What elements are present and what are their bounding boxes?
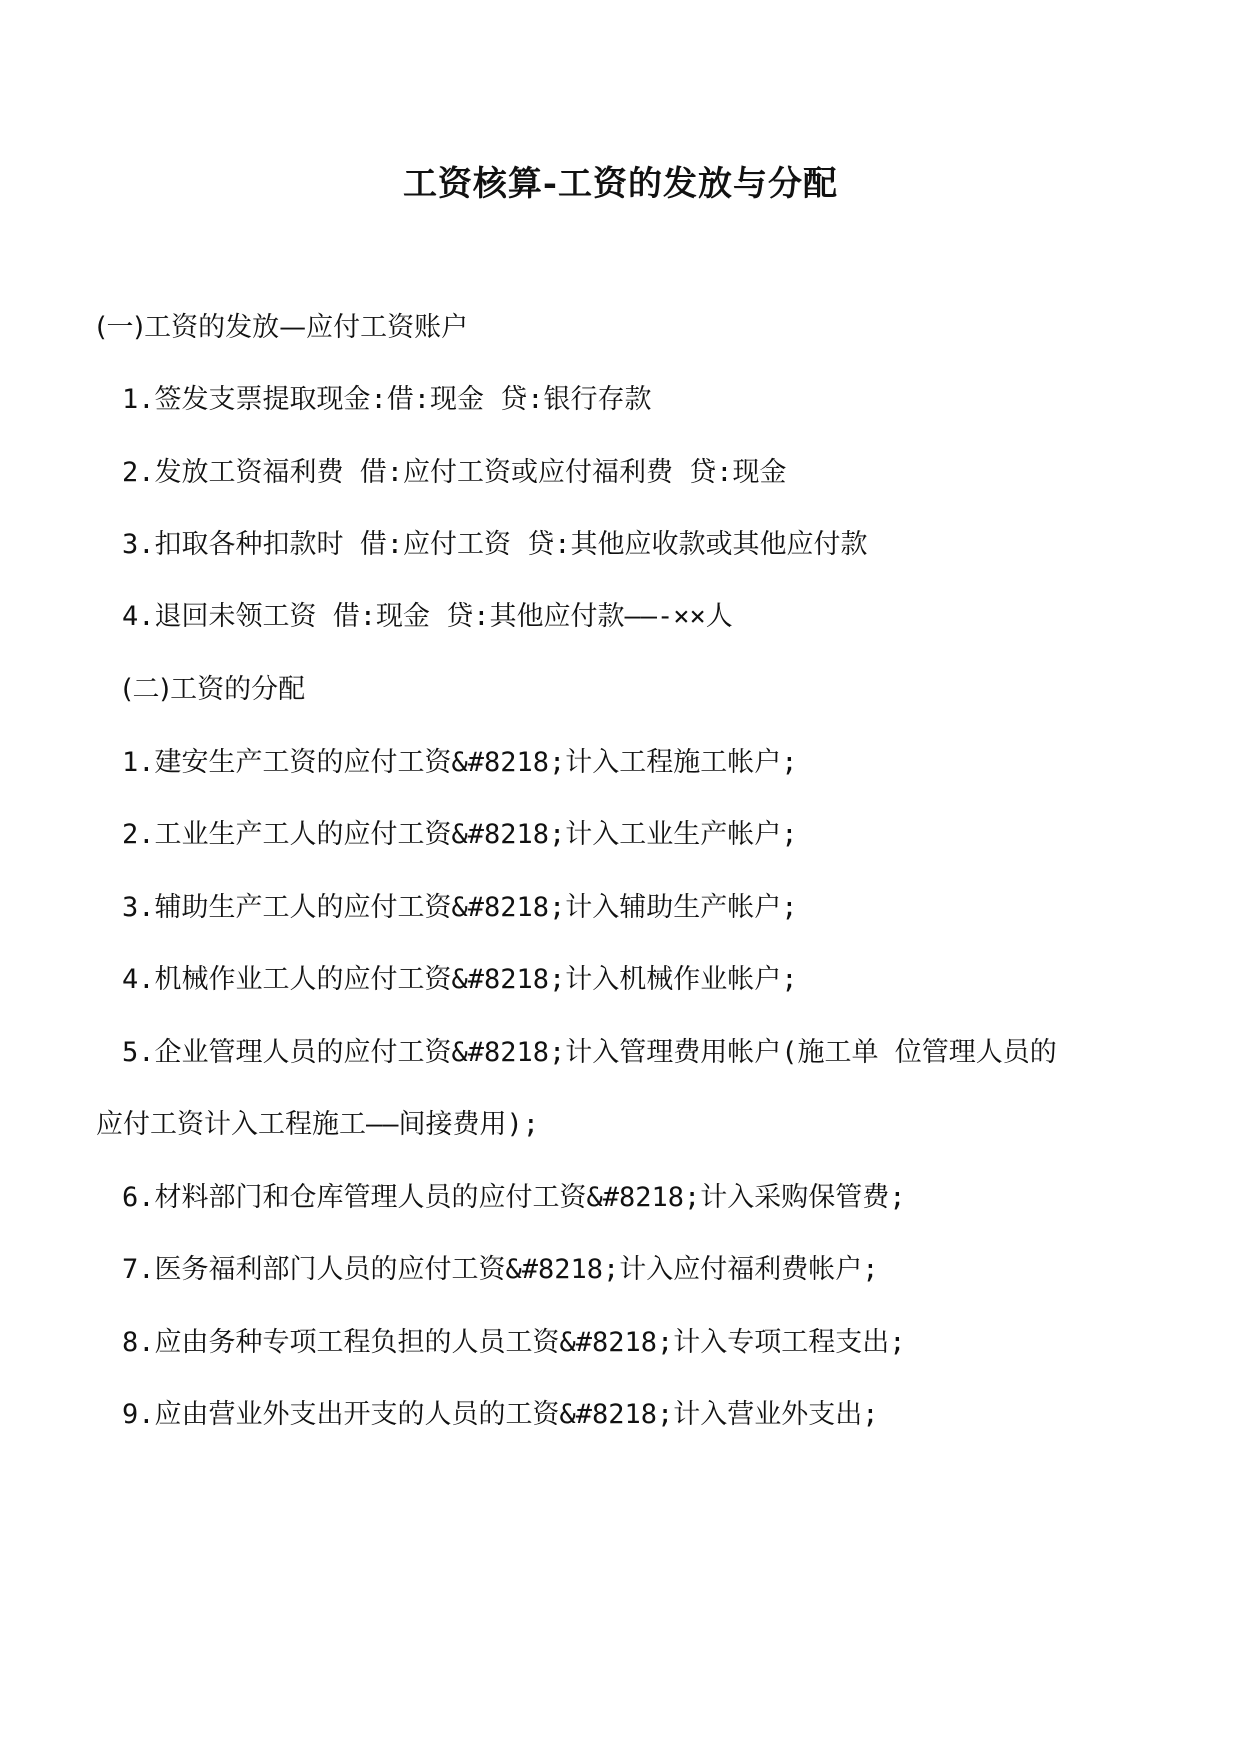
distribution-item-3: 3.辅助生产工人的应付工资&#8218;计入辅助生产帐户;: [122, 892, 798, 923]
distribution-item-2: 2.工业生产工人的应付工资&#8218;计入工业生产帐户;: [122, 819, 798, 850]
issuance-item-1: 1.签发支票提取现金:借:现金 贷:银行存款: [122, 384, 652, 415]
distribution-item-7: 7.医务福利部门人员的应付工资&#8218;计入应付福利费帐户;: [122, 1254, 879, 1285]
page-title: 工资核算-工资的发放与分配: [402, 164, 839, 204]
section-heading-issuance: (一)工资的发放—应付工资账户: [96, 312, 469, 343]
issuance-item-2: 2.发放工资福利费 借:应付工资或应付福利费 贷:现金: [122, 457, 787, 488]
distribution-item-4: 4.机械作业工人的应付工资&#8218;计入机械作业帐户;: [122, 964, 798, 995]
distribution-item-1: 1.建安生产工资的应付工资&#8218;计入工程施工帐户;: [122, 747, 798, 778]
issuance-item-4: 4.退回未领工资 借:现金 贷:其他应付款——-××人: [122, 601, 733, 632]
distribution-item-5: 5.企业管理人员的应付工资&#8218;计入管理费用帐户(施工单 位管理人员的: [122, 1037, 1057, 1068]
section-heading-distribution: (二)工资的分配: [122, 674, 306, 705]
issuance-item-3: 3.扣取各种扣款时 借:应付工资 贷:其他应收款或其他应付款: [122, 529, 868, 560]
distribution-item-8: 8.应由务种专项工程负担的人员工资&#8218;计入专项工程支出;: [122, 1327, 906, 1358]
distribution-item-6: 6.材料部门和仓库管理人员的应付工资&#8218;计入采购保管费;: [122, 1182, 906, 1213]
distribution-item-9: 9.应由营业外支出开支的人员的工资&#8218;计入营业外支出;: [122, 1399, 879, 1430]
distribution-item-5-continuation: 应付工资计入工程施工——间接费用);: [96, 1109, 540, 1140]
